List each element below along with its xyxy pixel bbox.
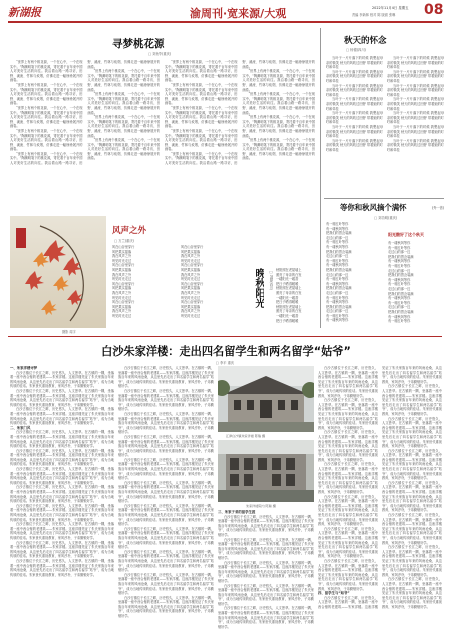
photo-caption: 摄影 周宇	[62, 330, 76, 334]
issue-editors: 责编 李新林 校对 陈 版面 张琳	[352, 13, 396, 17]
main-article-byline: □ 李平 重庆	[215, 361, 235, 365]
poem-byline-wait: □ 刘功明(重庆)	[374, 216, 398, 220]
poem-body-late-autumn: 秋阳照在老屋墙上 照亮了母亲的白发 一缕阳光一缕香 把日子晒得暖暖 秋阳照在老屋墙上 照亮了母亲的白发 一缕阳光一缕香 把日子晒得暖暖 秋阳照在老屋墙上 照亮了母亲的白发 一缕阳光一缕香 把日子晒得暖暖	[276, 268, 302, 323]
main-article-col4: 白沙古镇位于长江之畔，历史悠久，人文荟萃。在古镇的一隅，坐落着一座中西合璧的老建筑——朱家洋楼。这座洋楼见证了朱氏家族百年来的风雨沧桑，从这里先后走出了四名留学生和两名留学“姑爷”，成为当地传颂的佳话。朱家世代重视教育，家风淳朴，子弟勤勉好学。 白沙古镇位于长江之畔，历史悠久，人文荟萃。在古镇的一隅，坐落着一座中西合璧的老建筑——朱家洋楼。这座洋楼见证了朱氏家族百年来的风雨沧桑，从这里先后走出了四名留学生和两名留学“姑爷”，成为当地传颂的佳话。朱家世代重视教育，家风淳朴，子弟勤勉好学。 白沙古镇位于长江之畔，历史悠久，人文荟萃。在古镇的一隅，坐落着一座中西合璧的老建筑——朱家洋楼。这座洋楼见证了朱氏家族百年来的风雨沧桑，从这里先后走出了四名留学生和两名留学“姑爷”，成为当地传颂的佳话。朱家世代重视教育，家风淳朴，子弟勤勉好学。 白沙古镇位于长江之畔，历史悠久，人文荟萃。在古镇的一隅，坐落着一座中西合璧的老建筑——朱家洋楼。这座洋楼见证了朱氏家族百年来的风雨沧桑，从这里先后走出了四名留学生和两名留学“姑爷”，成为当地传颂的佳话。朱家世代重视教育，家风淳朴，子弟勤勉好学。 白沙古镇位于长江之畔，历史悠久，人文荟萃。在古镇的一隅，坐落着一座中西合璧的老建筑——朱家洋楼。这座洋楼见证了朱氏家族百年来的风雨沧桑，从这里先后走出了四名留学生和两名留学“姑爷”，成为当地传颂的佳话。朱家世代重视教育，家风淳朴，子弟勤勉好学。 白沙古镇位于长江之畔，历史悠久，人文荟萃。在古镇的一隅，坐落着一座中西合璧的老建筑——朱家洋楼。这座洋楼见证了朱氏家族百年来的风雨沧桑，从这里先后走出了四名留学生和两名留学“姑爷”，成为当地传颂的佳话。朱家世代重视教育，家风淳朴，子弟勤勉好学。 白沙古镇位于长江之畔，历史悠久，人文荟萃。在古镇的一隅，坐落着一座中西合璧的老建筑——朱家洋楼。这座洋楼见证了朱氏家族百年来的风雨沧桑，从这里先后走出了四名留学生和两名留学“姑爷”，成为当地传颂的佳话。朱家世代重视教育，家风淳朴，子弟勤勉好学。 四、留学生与“姑爷” 白沙古镇位于长江之畔，历史悠久，人文荟萃。在古镇的一隅，坐落着一座中西合璧的老建筑——朱家洋楼。这座洋楼见证了朱氏家族百年来的风雨沧桑，从这里先后走出了四名留学生和两名留学“姑爷”，成为当地传颂的佳话。朱家世代重视教育，家风淳朴，子弟勤勉好学。 白沙古镇位于长江之畔，历史悠久，人文荟萃。在古镇的一隅，坐落着一座中西合璧的老建筑——朱家洋楼。这座洋楼见证了朱氏家族百年来的风雨沧桑，从这里先后走出了四名留学生和两名留学“姑爷”，成为当地传颂的佳话。朱家世代重视教育，家风淳朴，子弟勤勉好学。 白沙古镇位于长江之畔，历史悠久，人文荟萃。在古镇的一隅，坐落着一座中西合璧的老建筑——朱家洋楼。这座洋楼见证了朱氏家族百年来的风雨沧桑，从这里先后走出了四名留学生和两名留学“姑爷”，成为当地传颂的佳话。朱家世代重视教育，家风淳朴，子弟勤勉好学。 白沙古镇位于长江之畔，历史悠久，人文荟萃。在古镇的一隅，坐落着一座中西合璧的老建筑——朱家洋楼。这座洋楼见证了朱氏家族百年来的风雨沧桑，从这里先后走出了四名留学生和两名留学“姑爷”，成为当地传颂的佳话。朱家世代重视教育，家风淳朴，子弟勤勉好学。 白沙古镇位于长江之畔，历史悠久，人文荟萃。在古镇的一隅，坐落着一座中西合璧的老建筑——朱家洋楼。这座洋楼见证了朱氏家族百年来的风雨沧桑，从这里先后走出了四名留学生和两名留学“姑爷”，成为当地传颂的佳话。朱家世代重视教育，家风淳朴，子弟勤勉好学。 白沙古镇位于长江之畔，历史悠久，人文荟萃。在古镇的一隅，坐落着一座中西合璧的老建筑——朱家洋楼。这座洋楼见证了朱氏家族百年来的风雨沧桑，从这里先后走出了四名留学生和两名留学“姑爷”，成为当地传颂的佳话。朱家世代重视教育，家风淳朴，子弟勤勉好学。 白沙古镇位于长江之畔，历史悠久，人文荟萃。在古镇的一隅，坐落着一座中西合璧的老建筑——朱家洋楼。这座洋楼见证了朱氏家族百年来的风雨沧桑，从这里先后走出了四名留学生和两名留学“姑爷”，成为当地传颂的佳话。朱家世代重视教育，家风淳朴，子弟勤勉好学。 白沙古镇位于长江之畔，历史悠久，人文荟萃。在古镇的一隅，坐落着一座中西合璧的老建筑——朱家洋楼。这座洋楼见证了朱氏家族百年来的风雨沧桑，从这里先后走出了四名留学生和两名留学“姑爷”，成为当地传颂的佳话。朱家世代重视教育，家风淳朴，子弟勤勉好学。	[318, 366, 442, 609]
main-article-col2: 白沙古镇位于长江之畔，历史悠久，人文荟萃。在古镇的一隅，坐落着一座中西合璧的老建筑——朱家洋楼。这座洋楼见证了朱氏家族百年来的风雨沧桑，从这里先后走出了四名留学生和两名留学“姑爷”，成为当地传颂的佳话。朱家世代重视教育，家风淳朴，子弟勤勉好学。 白沙古镇位于长江之畔，历史悠久，人文荟萃。在古镇的一隅，坐落着一座中西合璧的老建筑——朱家洋楼。这座洋楼见证了朱氏家族百年来的风雨沧桑，从这里先后走出了四名留学生和两名留学“姑爷”，成为当地传颂的佳话。朱家世代重视教育，家风淳朴，子弟勤勉好学。 白沙古镇位于长江之畔，历史悠久，人文荟萃。在古镇的一隅，坐落着一座中西合璧的老建筑——朱家洋楼。这座洋楼见证了朱氏家族百年来的风雨沧桑，从这里先后走出了四名留学生和两名留学“姑爷”，成为当地传颂的佳话。朱家世代重视教育，家风淳朴，子弟勤勉好学。 白沙古镇位于长江之畔，历史悠久，人文荟萃。在古镇的一隅，坐落着一座中西合璧的老建筑——朱家洋楼。这座洋楼见证了朱氏家族百年来的风雨沧桑，从这里先后走出了四名留学生和两名留学“姑爷”，成为当地传颂的佳话。朱家世代重视教育，家风淳朴，子弟勤勉好学。 白沙古镇位于长江之畔，历史悠久，人文荟萃。在古镇的一隅，坐落着一座中西合璧的老建筑——朱家洋楼。这座洋楼见证了朱氏家族百年来的风雨沧桑，从这里先后走出了四名留学生和两名留学“姑爷”，成为当地传颂的佳话。朱家世代重视教育，家风淳朴，子弟勤勉好学。 白沙古镇位于长江之畔，历史悠久，人文荟萃。在古镇的一隅，坐落着一座中西合璧的老建筑——朱家洋楼。这座洋楼见证了朱氏家族百年来的风雨沧桑，从这里先后走出了四名留学生和两名留学“姑爷”，成为当地传颂的佳话。朱家世代重视教育，家风淳朴，子弟勤勉好学。 白沙古镇位于长江之畔，历史悠久，人文荟萃。在古镇的一隅，坐落着一座中西合璧的老建筑——朱家洋楼。这座洋楼见证了朱氏家族百年来的风雨沧桑，从这里先后走出了四名留学生和两名留学“姑爷”，成为当地传颂的佳话。朱家世代重视教育，家风淳朴，子弟勤勉好学。 白沙古镇位于长江之畔，历史悠久，人文荟萃。在古镇的一隅，坐落着一座中西合璧的老建筑——朱家洋楼。这座洋楼见证了朱氏家族百年来的风雨沧桑，从这里先后走出了四名留学生和两名留学“姑爷”，成为当地传颂的佳话。朱家世代重视教育，家风淳朴，子弟勤勉好学。 白沙古镇位于长江之畔，历史悠久，人文荟萃。在古镇的一隅，坐落着一座中西合璧的老建筑——朱家洋楼。这座洋楼见证了朱氏家族百年来的风雨沧桑，从这里先后走出了四名留学生和两名留学“姑爷”，成为当地传颂的佳话。朱家世代重视教育，家风淳朴，子弟勤勉好学。 白沙古镇位于长江之畔，历史悠久，人文荟萃。在古镇的一隅，坐落着一座中西合璧的老建筑——朱家洋楼。这座洋楼见证了朱氏家族百年来的风雨沧桑，从这里先后走出了四名留学生和两名留学“姑爷”，成为当地传颂的佳话。朱家世代重视教育，家风淳朴，子弟勤勉好学。 白沙古镇位于长江之畔，历史悠久，人文荟萃。在古镇的一隅，坐落着一座中西合璧的老建筑——朱家洋楼。这座洋楼见证了朱氏家族百年来的风雨沧桑，从这里先后走出了四名留学生和两名留学“姑爷”，成为当地传颂的佳话。朱家世代重视教育，家风淳朴，子弟勤勉好学。	[118, 366, 214, 619]
article-body-taohuayuan: “世界上有两个桃花源，一个在心中，一个在现实中。”陶渊明笔下的桃花源，寄托着千百年来中国人对美好生活的向往。我沿着山路一路寻访，田野、溪流、竹林与炊烟，仿佛走进一幅徐徐展开的画卷。 “世界上有两个桃花源，一个在心中，一个在现实中。”陶渊明笔下的桃花源，寄托着千百年来中国人对美好生活的向往。我沿着山路一路寻访，田野、溪流、竹林与炊烟，仿佛走进一幅徐徐展开的画卷。 “世界上有两个桃花源，一个在心中，一个在现实中。”陶渊明笔下的桃花源，寄托着千百年来中国人对美好生活的向往。我沿着山路一路寻访，田野、溪流、竹林与炊烟，仿佛走进一幅徐徐展开的画卷。 “世界上有两个桃花源，一个在心中，一个在现实中。”陶渊明笔下的桃花源，寄托着千百年来中国人对美好生活的向往。我沿着山路一路寻访，田野、溪流、竹林与炊烟，仿佛走进一幅徐徐展开的画卷。 “世界上有两个桃花源，一个在心中，一个在现实中。”陶渊明笔下的桃花源，寄托着千百年来中国人对美好生活的向往。我沿着山路一路寻访，田野、溪流、竹林与炊烟，仿佛走进一幅徐徐展开的画卷。 “世界上有两个桃花源，一个在心中，一个在现实中。”陶渊明笔下的桃花源，寄托着千百年来中国人对美好生活的向往。我沿着山路一路寻访，田野、溪流、竹林与炊烟，仿佛走进一幅徐徐展开的画卷。 “世界上有两个桃花源，一个在心中，一个在现实中。”陶渊明笔下的桃花源，寄托着千百年来中国人对美好生活的向往。我沿着山路一路寻访，田野、溪流、竹林与炊烟，仿佛走进一幅徐徐展开的画卷。 “世界上有两个桃花源，一个在心中，一个在现实中。”陶渊明笔下的桃花源，寄托着千百年来中国人对美好生活的向往。我沿着山路一路寻访，田野、溪流、竹林与炊烟，仿佛走进一幅徐徐展开的画卷。 “世界上有两个桃花源，一个在心中，一个在现实中。”陶渊明笔下的桃花源，寄托着千百年来中国人对美好生活的向往。我沿着山路一路寻访，田野、溪流、竹林与炊烟，仿佛走进一幅徐徐展开的画卷。 “世界上有两个桃花源，一个在心中，一个在现实中。”陶渊明笔下的桃花源，寄托着千百年来中国人对美好生活的向往。我沿着山路一路寻访，田野、溪流、竹林与炊烟，仿佛走进一幅徐徐展开的画卷。 “世界上有两个桃花源，一个在心中，一个在现实中。”陶渊明笔下的桃花源，寄托着千百年来中国人对美好生活的向往。我沿着山路一路寻访，田野、溪流、竹林与炊烟，仿佛走进一幅徐徐展开的画卷。 “世界上有两个桃花源，一个在心中，一个在现实中。”陶渊明笔下的桃花源，寄托着千百年来中国人对美好生活的向往。我沿着山路一路寻访，田野、溪流、竹林与炊烟，仿佛走进一幅徐徐展开的画卷。 “世界上有两个桃花源，一个在心中，一个在现实中。”陶渊明笔下的桃花源，寄托着千百年来中国人对美好生活的向往。我沿着山路一路寻访，田野、溪流、竹林与炊烟，仿佛走进一幅徐徐展开的画卷。 “世界上有两个桃花源，一个在心中，一个在现实中。”陶渊明笔下的桃花源，寄托着千百年来中国人对美好生活的向往。我沿着山路一路寻访，田野、溪流、竹林与炊烟，仿佛走进一幅徐徐展开的画卷。 “世界上有两个桃花源，一个在心中，一个在现实中。”陶渊明笔下的桃花源，寄托着千百年来中国人对美好生活的向往。我沿着山路一路寻访，田野、溪流、竹林与炊烟，仿佛走进一幅徐徐展开的画卷。 “世界上有两个桃花源，一个在心中，一个在现实中。”陶渊明笔下的桃花源，寄托着千百年来中国人对美好生活的向往。我沿着山路一路寻访，田野、溪流、竹林与炊烟，仿佛走进一幅徐徐展开的画卷。 “世界上有两个桃花源，一个在心中，一个在现实中。”陶渊明笔下的桃花源，寄托着千百年来中国人对美好生活的向往。我沿着山路一路寻访，田野、溪流、竹林与炊烟，仿佛走进一幅徐徐展开的画卷。 “世界上有两个桃花源，一个在心中，一个在现实中。”陶渊明笔下的桃花源，寄托着千百年来中国人对美好生活的向往。我沿着山路一路寻访，田野、溪流、竹林与炊烟，仿佛走进一幅徐徐展开的画卷。	[10, 60, 315, 166]
main-article-title: 白沙朱家洋楼：走出四名留学生和两名留学“姑爷”	[101, 345, 351, 358]
column-divider	[320, 28, 321, 328]
article-title-taohuayuan: 寻梦桃花源	[112, 38, 165, 50]
poem-title-suffix: (外一首)	[432, 206, 445, 210]
section-divider-right	[324, 198, 444, 199]
yanglou-photo-1	[218, 366, 314, 432]
poem-subtitle-sunshine: 阳光酿好了这个秋天	[388, 232, 424, 237]
article-byline-taohuayuan: □ 刘鱼苓(重庆)	[148, 52, 172, 56]
issue-date: 2022年11月4日 星期五	[372, 6, 409, 10]
page-number: 08	[424, 2, 444, 18]
masthead	[0, 0, 450, 28]
autumn-photo	[10, 216, 106, 328]
masthead-rule	[8, 21, 442, 23]
article-byline-autumn: □ 杨德(四川)	[346, 48, 366, 52]
poem-body-wait-right: 有一缕秋风等你 有一树红叶等你 走过山的那一边 把我们的思念装满 有一缕秋风等你 有一树红叶等你 走过山的那一边 把我们的思念装满 有一缕秋风等你 有一树红叶等你 走过山的那一边 把我们的思念装满 有一缕秋风等你 有一树红叶等你 走过山的那一边 把我们的思念装满 有一缕秋风等你 有一树红叶等你	[388, 241, 414, 324]
poem-title-wind: 风声之外	[112, 226, 147, 236]
main-article-col3-bottom: 三、朱家子弟的留学生涯 白沙古镇位于长江之畔，历史悠久，人文荟萃。在古镇的一隅，坐落着一座中西合璧的老建筑——朱家洋楼。这座洋楼见证了朱氏家族百年来的风雨沧桑，从这里先后走出了四名留学生和两名留学“姑爷”，成为当地传颂的佳话。朱家世代重视教育，家风淳朴，子弟勤勉好学。 白沙古镇位于长江之畔，历史悠久，人文荟萃。在古镇的一隅，坐落着一座中西合璧的老建筑——朱家洋楼。这座洋楼见证了朱氏家族百年来的风雨沧桑，从这里先后走出了四名留学生和两名留学“姑爷”，成为当地传颂的佳话。朱家世代重视教育，家风淳朴，子弟勤勉好学。 白沙古镇位于长江之畔，历史悠久，人文荟萃。在古镇的一隅，坐落着一座中西合璧的老建筑——朱家洋楼。这座洋楼见证了朱氏家族百年来的风雨沧桑，从这里先后走出了四名留学生和两名留学“姑爷”，成为当地传颂的佳话。朱家世代重视教育，家风淳朴，子弟勤勉好学。 白沙古镇位于长江之畔，历史悠久，人文荟萃。在古镇的一隅，坐落着一座中西合璧的老建筑——朱家洋楼。这座洋楼见证了朱氏家族百年来的风雨沧桑，从这里先后走出了四名留学生和两名留学“姑爷”，成为当地传颂的佳话。朱家世代重视教育，家风淳朴，子弟勤勉好学。 白沙古镇位于长江之畔，历史悠久，人文荟萃。在古镇的一隅，坐落着一座中西合璧的老建筑——朱家洋楼。这座洋楼见证了朱氏家族百年来的风雨沧桑，从这里先后走出了四名留学生和两名留学“姑爷”，成为当地传颂的佳话。朱家世代重视教育，家风淳朴，子弟勤勉好学。	[218, 510, 314, 629]
poem-title-wait: 等你和秋风摘个满怀	[340, 203, 407, 212]
main-article-rule	[8, 336, 442, 337]
main-article-col1: 一、朱家洋楼寻梦 白沙古镇位于长江之畔，历史悠久，人文荟萃。在古镇的一隅，坐落着一座中西合璧的老建筑——朱家洋楼。这座洋楼见证了朱氏家族百年来的风雨沧桑，从这里先后走出了四名留学生和两名留学“姑爷”，成为当地传颂的佳话。朱家世代重视教育，家风淳朴，子弟勤勉好学。 白沙古镇位于长江之畔，历史悠久，人文荟萃。在古镇的一隅，坐落着一座中西合璧的老建筑——朱家洋楼。这座洋楼见证了朱氏家族百年来的风雨沧桑，从这里先后走出了四名留学生和两名留学“姑爷”，成为当地传颂的佳话。朱家世代重视教育，家风淳朴，子弟勤勉好学。 白沙古镇位于长江之畔，历史悠久，人文荟萃。在古镇的一隅，坐落着一座中西合璧的老建筑——朱家洋楼。这座洋楼见证了朱氏家族百年来的风雨沧桑，从这里先后走出了四名留学生和两名留学“姑爷”，成为当地传颂的佳话。朱家世代重视教育，家风淳朴，子弟勤勉好学。 二、朱家门风 白沙古镇位于长江之畔，历史悠久，人文荟萃。在古镇的一隅，坐落着一座中西合璧的老建筑——朱家洋楼。这座洋楼见证了朱氏家族百年来的风雨沧桑，从这里先后走出了四名留学生和两名留学“姑爷”，成为当地传颂的佳话。朱家世代重视教育，家风淳朴，子弟勤勉好学。 白沙古镇位于长江之畔，历史悠久，人文荟萃。在古镇的一隅，坐落着一座中西合璧的老建筑——朱家洋楼。这座洋楼见证了朱氏家族百年来的风雨沧桑，从这里先后走出了四名留学生和两名留学“姑爷”，成为当地传颂的佳话。朱家世代重视教育，家风淳朴，子弟勤勉好学。 白沙古镇位于长江之畔，历史悠久，人文荟萃。在古镇的一隅，坐落着一座中西合璧的老建筑——朱家洋楼。这座洋楼见证了朱氏家族百年来的风雨沧桑，从这里先后走出了四名留学生和两名留学“姑爷”，成为当地传颂的佳话。朱家世代重视教育，家风淳朴，子弟勤勉好学。 白沙古镇位于长江之畔，历史悠久，人文荟萃。在古镇的一隅，坐落着一座中西合璧的老建筑——朱家洋楼。这座洋楼见证了朱氏家族百年来的风雨沧桑，从这里先后走出了四名留学生和两名留学“姑爷”，成为当地传颂的佳话。朱家世代重视教育，家风淳朴，子弟勤勉好学。 白沙古镇位于长江之畔，历史悠久，人文荟萃。在古镇的一隅，坐落着一座中西合璧的老建筑——朱家洋楼。这座洋楼见证了朱氏家族百年来的风雨沧桑，从这里先后走出了四名留学生和两名留学“姑爷”，成为当地传颂的佳话。朱家世代重视教育，家风淳朴，子弟勤勉好学。 白沙古镇位于长江之畔，历史悠久，人文荟萃。在古镇的一隅，坐落着一座中西合璧的老建筑——朱家洋楼。这座洋楼见证了朱氏家族百年来的风雨沧桑，从这里先后走出了四名留学生和两名留学“姑爷”，成为当地传颂的佳话。朱家世代重视教育，家风淳朴，子弟勤勉好学。 白沙古镇位于长江之畔，历史悠久，人文荟萃。在古镇的一隅，坐落着一座中西合璧的老建筑——朱家洋楼。这座洋楼见证了朱氏家族百年来的风雨沧桑，从这里先后走出了四名留学生和两名留学“姑爷”，成为当地传颂的佳话。朱家世代重视教育，家风淳朴，子弟勤勉好学。 白沙古镇位于长江之畔，历史悠久，人文荟萃。在古镇的一隅，坐落着一座中西合璧的老建筑——朱家洋楼。这座洋楼见证了朱氏家族百年来的风雨沧桑，从这里先后走出了四名留学生和两名留学“姑爷”，成为当地传颂的佳话。朱家世代重视教育，家风淳朴，子弟勤勉好学。	[10, 366, 114, 577]
article-body-autumn: 当叶子一片片落下的时候 我想起母亲的微笑 秋天的风吹过田野 带着她的叮咛和牵挂 当叶子一片片落下的时候 我想起母亲的微笑 秋天的风吹过田野 带着她的叮咛和牵挂 当叶子一片片落下的时候 我想起母亲的微笑 秋天的风吹过田野 带着她的叮咛和牵挂 当叶子一片片落下的时候 我想起母亲的微笑 秋天的风吹过田野 带着她的叮咛和牵挂 当叶子一片片落下的时候 我想起母亲的微笑 秋天的风吹过田野 带着她的叮咛和牵挂 当叶子一片片落下的时候 我想起母亲的微笑 秋天的风吹过田野 带着她的叮咛和牵挂 当叶子一片片落下的时候 我想起母亲的微笑 秋天的风吹过田野 带着她的叮咛和牵挂 当叶子一片片落下的时候 我想起母亲的微笑 秋天的风吹过田野 带着她的叮咛和牵挂 当叶子一片片落下的时候 我想起母亲的微笑 秋天的风吹过田野 带着她的叮咛和牵挂 当叶子一片片落下的时候 我想起母亲的微笑 秋天的风吹过田野 带着她的叮咛和牵挂 当叶子一片片落下的时候 我想起母亲的微笑 秋天的风吹过田野 带着她的叮咛和牵挂 当叶子一片片落下的时候 我想起母亲的微笑 秋天的风吹过田野 带着她的叮咛和牵挂 当叶子一片片落下的时候 我想起母亲的微笑 秋天的风吹过田野 带着她的叮咛和牵挂 当叶子一片片落下的时候 我想起母亲的微笑 秋天的风吹过田野 带着她的叮咛和牵挂	[326, 56, 444, 152]
yanglou-photo-2	[218, 440, 314, 502]
section-title: 渝周刊·宽来源/大观	[190, 7, 287, 20]
poem-body-wait-left: 有一树红叶等你 有一缕秋风等你 把我们的思念装满 走过山的那一边 有一树红叶等你 有一缕秋风等你 把我们的思念装满 走过山的那一边 有一树红叶等你 有一缕秋风等你 把我们的思念装满 走过山的那一边 有一树红叶等你 有一缕秋风等你 把我们的思念装满 走过山的那一边 有一树红叶等你 有一缕秋风等你 把我们的思念装满 走过山的那一边 有一树红叶等你 有一缕秋风等你	[326, 222, 352, 323]
poem-body-wind: 风在山谷里穿行 风把果实摇落 我在风声之外 听见时光走过 风在山谷里穿行 风把果实摇落 我在风声之外 听见时光走过 风在山谷里穿行 风把果实摇落 我在风声之外 听见时光走过 风在山谷里穿行 风把果实摇落 我在风声之外 听见时光走过 风在山谷里穿行 风把果实摇落 我在风声之外 听见时光走过 风在山谷里穿行 风把果实摇落 我在风声之外 听见时光走过 风在山谷里穿行 风把果实摇落 我在风声之外 听见时光走过 风在山谷里穿行 风把果实摇落 我在风声之外 听见时光走过	[112, 245, 204, 318]
poem-title-late-autumn: 晚秋阳光	[253, 268, 264, 308]
yanglou-photo-2-caption: 朱家洋楼院内 陈瑞 摄	[246, 504, 276, 508]
newspaper-logo: 新湖报	[8, 6, 41, 18]
yanglou-photo-1-caption: 江津白沙镇朱家洋楼 陈瑞 摄	[226, 434, 266, 438]
article-title-autumn: 秋天的怀念	[344, 36, 387, 46]
poem-byline-late-autumn: □ 刘婧(四川)	[269, 270, 273, 291]
poem-byline-wind: □ 万兰(重庆)	[114, 239, 134, 243]
